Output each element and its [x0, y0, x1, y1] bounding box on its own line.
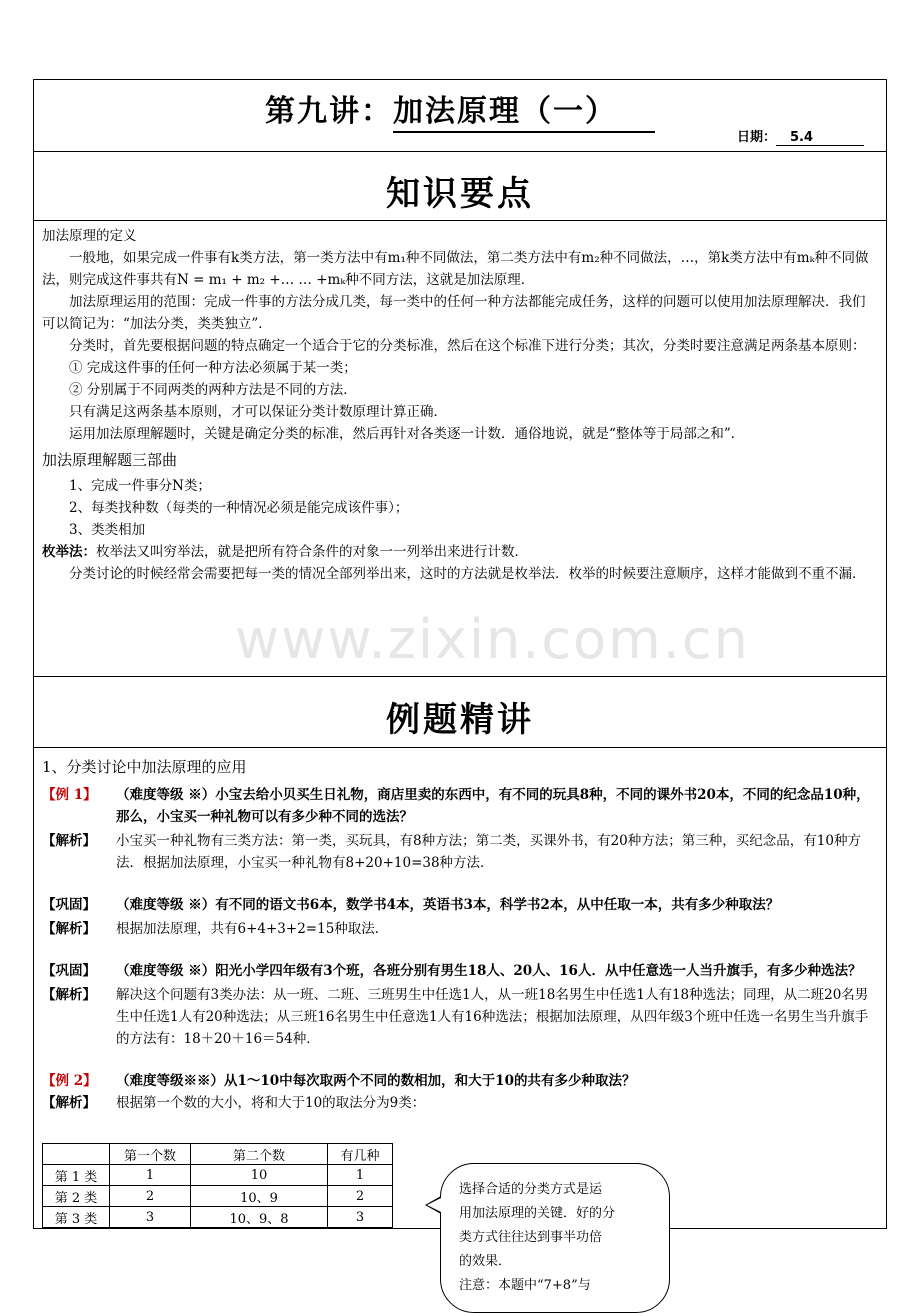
section-heading-knowledge: 知识要点 [386, 174, 534, 214]
table-cell: 2 [110, 1186, 191, 1207]
table-cell: 1 [110, 1165, 191, 1186]
table-cell: 10、9 [191, 1186, 328, 1207]
callout-line: 用加法原理的关键．好的分 [459, 1206, 616, 1221]
table-header [43, 1144, 110, 1165]
divider [34, 676, 886, 677]
def-title: 加法原理的定义 [42, 228, 137, 244]
knowledge-block [42, 225, 878, 585]
solution-2 [42, 918, 878, 940]
table-row [43, 1207, 393, 1228]
steps-title: 加法原理解题三部曲 [42, 451, 178, 469]
paragraph: 一般地，如果完成一件事有k类方法，第一类方法中有m₁种不同做法，第二类方法中有m₂种不同做法，…，第k类方法中有mₖ种不同做法，则完成这件事共有N = m₁ + m₂ +… … +mₖ种不同方法，这就是加法原理． [42, 250, 869, 288]
table-header: 有几种 [328, 1144, 393, 1165]
enum-text: 枚举法又叫穷举法，就是把所有符合条件的对象一一列举出来进行计数． [96, 544, 528, 560]
practice-question: （难度等级 ※）有不同的语文书6本，数学书4本，英语书3本，科学书2本，从中任取一本，共有多少种取法？ [116, 897, 780, 913]
page-title: 第九讲：加法原理（一） [265, 86, 655, 130]
callout-line: 类方式往往达到事半功倍 [459, 1230, 603, 1245]
example-question: （难度等级※※）从1～10中每次取两个不同的数相加，和大于10的共有多少种取法？ [116, 1073, 636, 1089]
watermark: www.zixin.com.cn [235, 608, 750, 671]
table-header-row [43, 1144, 393, 1165]
example-tag: 【例 1】 [42, 787, 97, 803]
table-cell: 3 [110, 1207, 191, 1228]
solution-tag: 【解析】 [42, 987, 96, 1003]
example-question: （难度等级 ※）小宝去给小贝买生日礼物，商店里卖的东西中，有不同的玩具8种，不同的课外书20本，不同的纪念品10种，那么，小宝买一种礼物可以有多少种不同的选法？ [116, 787, 870, 825]
step-item: 2、每类找种数（每类的一种情况必须是能完成该件事）； [69, 500, 409, 516]
paragraph: 运用加法原理解题时，关键是确定分类的标准，然后再针对各类逐一计数．通俗地说，就是“整体等于局部之和”． [69, 426, 745, 442]
divider [34, 747, 886, 748]
solution-1 [42, 830, 878, 874]
callout-bubble [440, 1163, 670, 1313]
example-2 [42, 1070, 878, 1092]
table-cell: 第 1 类 [43, 1165, 110, 1186]
table-header: 第二个数 [191, 1144, 328, 1165]
document-frame [33, 79, 887, 1229]
table-cell: 2 [328, 1186, 393, 1207]
table-cell: 第 3 类 [43, 1207, 110, 1228]
paragraph: 分类讨论的时候经常会需要把每一类的情况全部列举出来，这时的方法就是枚举法．枚举的时候要注意顺序，这样才能做到不重不漏． [69, 566, 866, 582]
solution-tag: 【解析】 [42, 1095, 96, 1111]
practice-2 [42, 960, 878, 982]
example-1 [42, 784, 878, 828]
divider [34, 151, 886, 152]
examples-block [42, 756, 878, 1114]
table-cell: 3 [328, 1207, 393, 1228]
count-table [42, 1143, 393, 1228]
callout-tail-inner [427, 1198, 441, 1212]
step-item: 3、类类相加 [69, 522, 146, 538]
solution-text: 根据加法原理，共有6+4+3+2=15种取法． [116, 921, 389, 937]
enum-label: 枚举法： [42, 544, 96, 560]
date-label: 日期： [736, 130, 776, 145]
callout-line: 选择合适的分类方式是运 [459, 1182, 603, 1197]
section-heading-examples: 例题精讲 [386, 700, 534, 740]
table-row [43, 1165, 393, 1186]
callout-line: 的效果． [459, 1254, 512, 1269]
rule-item: ① 完成这件事的任何一种方法必须属于某一类； [69, 360, 357, 376]
table-row [43, 1186, 393, 1207]
practice-tag: 【巩固】 [42, 963, 96, 979]
paragraph: 分类时，首先要根据问题的特点确定一个适合于它的分类标准，然后在这个标准下进行分类；其次，分类时要注意满足两条基本原则： [69, 338, 866, 354]
practice-1 [42, 894, 878, 916]
practice-tag: 【巩固】 [42, 897, 96, 913]
callout-line: 注意：本题中“7+8”与 [459, 1278, 591, 1293]
practice-question: （难度等级 ※）阳光小学四年级有3个班，各班分别有男生18人、20人、16人．从中任意选一人当升旗手，有多少种选法？ [116, 963, 862, 979]
rule-item: ② 分别属于不同两类的两种方法是不同的方法． [69, 382, 357, 398]
divider [34, 220, 886, 221]
solution-tag: 【解析】 [42, 921, 96, 937]
example-tag: 【例 2】 [42, 1073, 97, 1089]
table-cell: 10、9、8 [191, 1207, 328, 1228]
solution-3 [42, 984, 878, 1050]
table-cell: 1 [328, 1165, 393, 1186]
paragraph: 只有满足这两条基本原则，才可以保证分类计数原理计算正确． [69, 404, 447, 420]
table-cell: 第 2 类 [43, 1186, 110, 1207]
examples-subhead: 1、分类讨论中加法原理的应用 [42, 758, 247, 776]
solution-tag: 【解析】 [42, 833, 96, 849]
step-item: 1、完成一件事分N类； [69, 478, 211, 494]
solution-4 [42, 1092, 878, 1114]
table-cell: 10 [191, 1165, 328, 1186]
solution-text: 解决这个问题有3类办法：从一班、二班、三班男生中任选1人，从一班18名男生中任选1人有18种选法；同理，从二班20名男生中任选1人有20种选法；从三班16名男生中任意选1人有16种选法；根据加法原理，从四年级3个班中任选一名男生当升旗手的方法有：18＋20＋16＝54种． [116, 987, 869, 1047]
solution-text: 根据第一个数的大小，将和大于10的取法分为9类： [116, 1095, 426, 1111]
solution-text: 小宝买一种礼物有三类方法：第一类，买玩具，有8种方法；第二类，买课外书，有20种方法；第三种，买纪念品，有10种方法．根据加法原理，小宝买一种礼物有8+20+10=38种方法． [116, 833, 861, 871]
paragraph: 加法原理运用的范围：完成一件事的方法分成几类，每一类中的任何一种方法都能完成任务，这样的问题可以使用加法原理解决．我们可以简记为：“加法分类，类类独立”． [42, 294, 866, 332]
enum-line [42, 541, 878, 563]
table-header: 第一个数 [110, 1144, 191, 1165]
title-area [34, 86, 886, 130]
date-value: 5.4 [776, 130, 864, 146]
date-row [737, 126, 864, 146]
